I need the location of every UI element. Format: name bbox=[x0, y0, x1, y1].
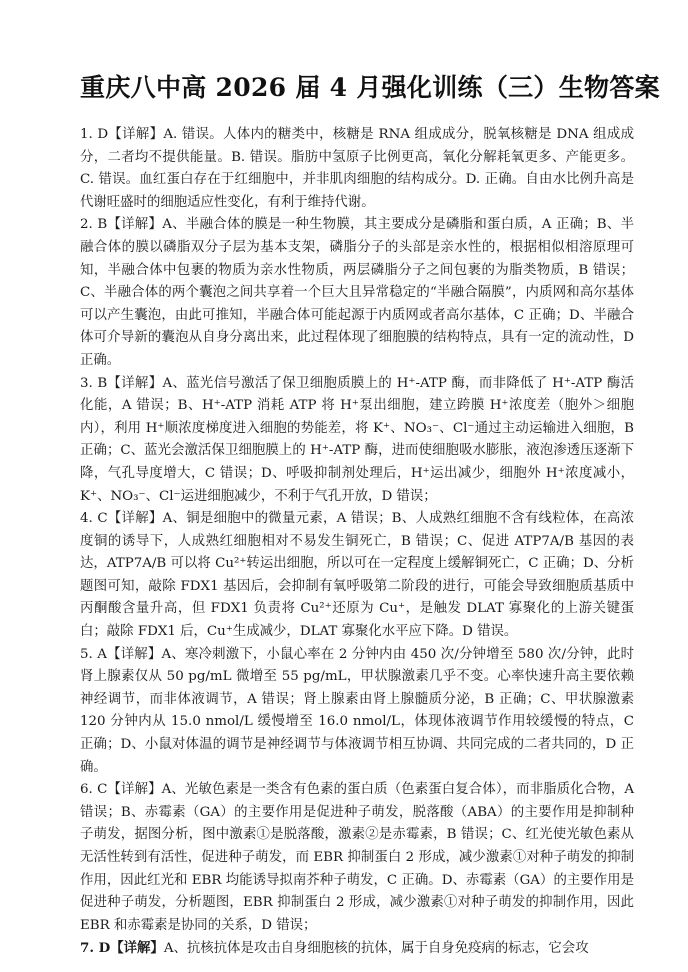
answer-item-3 bbox=[80, 373, 634, 509]
answer-text: A、寒冷刺激下，小鼠心率在 2 分钟内由 450 次/分钟增至 580 次/分钟，此时肾上腺素仅从 50 pg/mL 微增至 55 pg/mL，甲状腺激素几乎不变。心率快速升高主要依赖神经调节，而非体液调节，A 错误；肾上腺素由肾上腺髓质分泌，B 正确；C、甲状腺激素 120 分钟内从 15.0 nmol/L 缓慢增至 16.0 nmol/L，体现体液调节作用较缓慢的特点，C 正确；D、小鼠对体温的调节是神经调节与体液调节相互协调、共同完成的二者共同的，D 正确。 bbox=[80, 646, 634, 775]
answer-item-7 bbox=[80, 937, 634, 961]
answer-prefix: 4. C【详解】 bbox=[80, 511, 163, 527]
answer-prefix: 2. B【详解】 bbox=[80, 217, 163, 233]
answer-text: A、抗核抗体是攻击自身细胞核的抗体，属于自身免疫病的标志，它会攻 bbox=[163, 941, 589, 957]
answer-text: A、光敏色素是一类含有色素的蛋白质（色素蛋白复合体），而非脂质化合物，A 错误；B、赤霉素（GA）的主要作用是促进种子萌发，脱落酸（ABA）的主要作用是抑制种子萌发，据图分析，图中激素①是脱落酸，激素②是赤霉素，B 错误；C、红光使光敏色素从无活性转到有活性，促进种子萌发，而 EBR 抑制蛋白 2 形成，减少激素①对种子萌发的抑制作用，因此红光和 EBR 均能诱导拟南芥种子萌发，C 正确。D、赤霉素（GA）的主要作用是促进种子萌发，分析题图，EBR 抑制蛋白 2 形成，减少激素①对种子萌发的抑制作用，因此 EBR 和赤霉素是协同的关系，D 错误； bbox=[80, 782, 634, 933]
answer-item-4 bbox=[80, 508, 634, 644]
answer-text: A、蓝光信号激活了保卫细胞质膜上的 H⁺-ATP 酶，而非降低了 H⁺-ATP 酶活化能，A 错误；B、H⁺-ATP 消耗 ATP 将 H⁺泵出细胞，建立跨膜 H⁺浓度差（胞外＞细胞内），利用 H⁺顺浓度梯度进入细胞的势能差，将 K⁺、NO₃⁻、Cl⁻通过主动运输进入细胞，B 正确；C、蓝光会激活保卫细胞膜上的 H⁺-ATP 酶，进而使细胞吸水膨胀，液泡渗透压逐渐下降，气孔导度增大，C 错误；D、呼吸抑制剂处理后，H⁺运出减少，细胞外 H⁺浓度减小，K⁺、NO₃⁻、Cl⁻运进细胞减少，不利于气孔开放，D 错误； bbox=[80, 375, 635, 504]
answer-item-2 bbox=[80, 214, 634, 372]
answer-prefix: 1. D【详解】 bbox=[80, 127, 164, 142]
answer-text: A、半融合体的膜是一种生物膜，其主要成分是磷脂和蛋白质，A 正确；B、半融合体的膜以磷脂双分子层为基本支架，磷脂分子的头部是亲水性的，根据相似相溶原理可知，半融合体中包裹的物质为亲水性物质，两层磷脂分子之间包裹的为脂类物质，B 错误；C、半融合体的两个囊泡之间共享着一个巨大且异常稳定的“半融合隔膜”，内质网和高尔基体可以产生囊泡，由此可推知，半融合体可能起源于内质网或者高尔基体，C 正确；D、半融合体可介导新的囊泡从自身分离出来，此过程体现了细胞膜的结构特点，具有一定的流动性，D 正确。 bbox=[80, 217, 635, 368]
answer-text: A、铜是细胞中的微量元素，A 错误；B、人成熟红细胞不含有线粒体，在高浓度铜的诱导下，人成熟红细胞相对不易发生铜死亡，B 错误；C、促进 ATP7A/B 基因的表达，ATP7A/B 可以将 Cu²⁺转运出细胞，所以可在一定程度上缓解铜死亡，C 正确；D、分析题图可知，敲除 FDX1 基因后，会抑制有氧呼吸第二阶段的进行，可能会导致细胞质基质中丙酮酸含量升高，但 FDX1 负责将 Cu²⁺还原为 Cu⁺，是触发 DLAT 寡聚化的上游关键蛋白；敲除 FDX1 后，Cu⁺生成减少，DLAT 寡聚化水平应下降。D 错误。 bbox=[80, 511, 635, 640]
answer-prefix: 7. D【详解】 bbox=[80, 940, 164, 957]
answer-list bbox=[80, 124, 634, 961]
answer-item-1 bbox=[80, 124, 634, 214]
answer-prefix: 3. B【详解】 bbox=[80, 375, 163, 391]
answer-prefix: 6. C【详解】 bbox=[80, 782, 162, 798]
answer-prefix: 5. A【详解】 bbox=[80, 646, 162, 662]
page-title: 重庆八中高 2026 届 4 月强化训练（三）生物答案 bbox=[80, 73, 660, 102]
answer-item-6 bbox=[80, 779, 634, 937]
answer-text: A. 错误。人体内的糖类中，核糖是 RNA 组成成分，脱氧核糖是 DNA 组成成分，二者均不提供能量。B. 错误。脂肪中氢原子比例更高，氧化分解耗氧更多、产能更多。C. 错误。血红蛋白存在于红细胞中，并非肌肉细胞的结构成分。D. 正确。自由水比例升高是代谢旺盛时的细胞适应性变化，有利于维持代谢。 bbox=[80, 127, 634, 210]
answer-item-5 bbox=[80, 644, 634, 780]
